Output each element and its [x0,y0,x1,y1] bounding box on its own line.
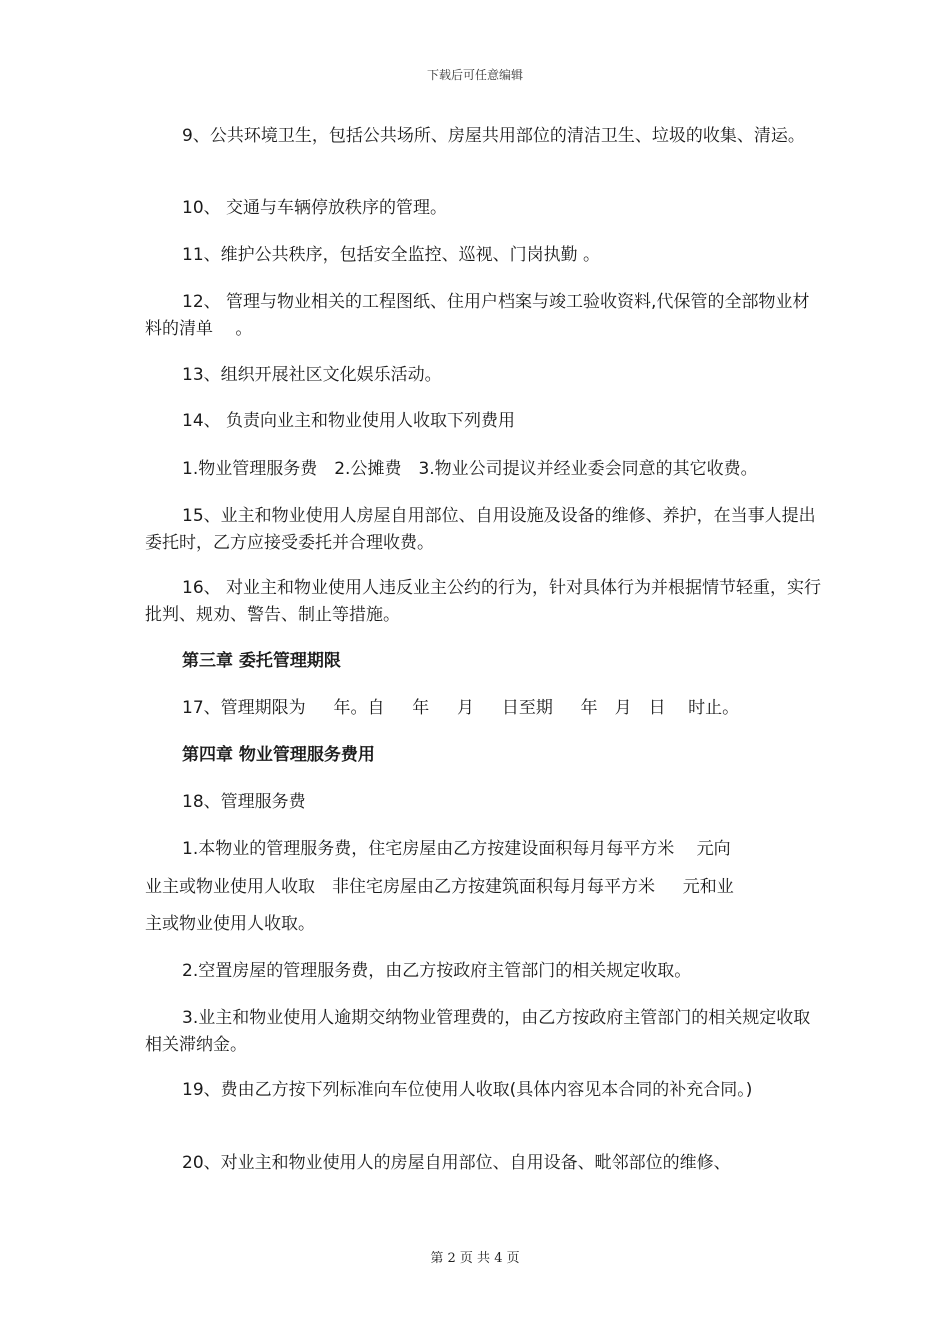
paragraph-16: 16、 对业主和物业使用人违反业主公约的行为，针对具体行为并根据情节轻重，实行批判、规劝、警告、制止等措施。 [145,578,822,625]
paragraph-18-3: 3.业主和物业使用人逾期交纳物业管理费的，由乙方按政府主管部门的相关规定收取相关滞纳金。 [145,1008,811,1055]
paragraph-15: 15、业主和物业使用人房屋自用部位、自用设施及设备的维修、养护，在当事人提出委托时，乙方应接受委托并合理收费。 [145,506,816,553]
paragraph-9: 9、公共环境卫生，包括公共场所、房屋共用部位的清洁卫生、垃圾的收集、清运。 [182,126,805,146]
chapter-4-heading: 第四章 物业管理服务费用 [182,745,375,765]
paragraph-17: 17、管理期限为 年。自 年 月 日至期 年 月 日 时止。 [182,698,740,718]
paragraph-18-2: 2.空置房屋的管理服务费，由乙方按政府主管部门的相关规定收取。 [182,961,692,981]
paragraph-20: 20、对业主和物业使用人的房屋自用部位、自用设备、毗邻部位的维修、 [182,1153,731,1173]
page-footer: 第 2 页 共 4 页 [430,1251,520,1266]
paragraph-10: 10、 交通与车辆停放秩序的管理。 [182,198,448,218]
page-header: 下载后可任意编辑 [426,68,523,82]
paragraph-14: 14、 负责向业主和物业使用人收取下列费用 [182,411,516,431]
paragraph-18: 18、管理服务费 [182,792,306,812]
paragraph-19: 19、费由乙方按下列标准向车位使用人收取(具体内容见本合同的补充合同。) [182,1080,753,1100]
paragraph-18-1-line3: 主或物业使用人收取。 [145,914,315,934]
paragraph-11: 11、维护公共秩序，包括安全监控、巡视、门岗执勤 。 [182,245,601,265]
paragraph-18-1-line1: 1.本物业的管理服务费，住宅房屋由乙方按建设面积每月每平方米 元向 [182,839,731,859]
paragraph-13: 13、组织开展社区文化娱乐活动。 [182,365,442,385]
paragraph-18-1-line2: 业主或物业使用人收取 非住宅房屋由乙方按建筑面积每月每平方米 元和业 [145,877,734,897]
paragraph-12: 12、 管理与物业相关的工程图纸、住用户档案与竣工验收资料,代保管的全部物业材料的清单 。 [145,292,810,339]
paragraph-14-items: 1.物业管理服务费 2.公摊费 3.物业公司提议并经业委会同意的其它收费。 [182,459,758,479]
chapter-3-heading: 第三章 委托管理期限 [182,651,341,671]
